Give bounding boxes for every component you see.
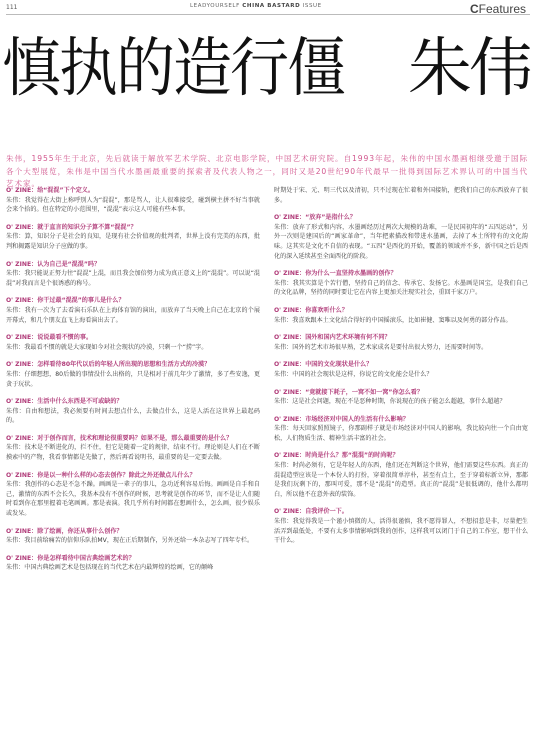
qa-block — [6, 223, 260, 252]
question: O' ZINE：除了绘画，你还从事什么创作？ — [6, 527, 123, 535]
header-rule — [6, 14, 530, 15]
answer: 朱伟：国外的艺术市场很早熟，艺术家成名是要付出很大努力，还需要时间等。 — [274, 343, 488, 351]
qa-block — [6, 434, 260, 463]
question: O' ZINE：你喜欢听什么？ — [274, 306, 348, 314]
answer: 朱伟：技术是不断进化的，拦不住，但它是随着一定的规律，结束不行。理论则是人们在不断摸索中的产物，我看事情都是先做了，然后再看说明书，最重要的是一定要去做。 — [6, 444, 260, 462]
qa-block — [274, 388, 528, 407]
qa-block — [6, 397, 260, 426]
answer: 朱伟：我创作的心态是不急不躁。画画是一辈子的事儿，急功近利容易后悔。画画是自手和自己，激情的东西不会长久，我基本没有不创作的时候，思考就是创作的环节，而不是让人们随时看到你在那里握着毛笔画画。那是表演。我几乎所有时间都在想画什么，怎么画，很少娱乐或发呆。 — [6, 481, 260, 518]
qa-block — [6, 260, 260, 289]
answer: 朱伟：算，知识分子是社会的良知，是现有社会价值观的批判者，世界上没有完美的东西，批判和揭露是知识分子应做的事。 — [6, 233, 260, 250]
question: O' ZINE：中国的文化现状是什么？ — [274, 361, 373, 369]
question: O' ZINE：你干过最“混混”的事儿是什么？ — [6, 297, 125, 305]
page-number: 111 — [6, 4, 18, 11]
magazine-prefix: LEADYOURSELF — [190, 3, 240, 9]
qa-block — [6, 333, 260, 352]
answer: 朱伟：中国古典绘画艺术是包括现在的当代艺术在内最辉煌的绘画，它的颠峰 — [6, 564, 214, 572]
answer: 朱伟：我觉得我是一个谨小慎微的人，活得很谨慎，我不愿得罪人，不想招惹是非，尽量把生活弄到最低处，不要有太多事情影响到我的创作，这样我可以闭门于自己的工作室，想干什么干什么。 — [274, 518, 528, 545]
magazine-header — [190, 3, 322, 9]
qa-block — [274, 333, 528, 352]
qa-block — [274, 360, 528, 379]
question: O' ZINE：给“混混”下个定义。 — [6, 187, 94, 194]
right-column — [274, 186, 528, 554]
answer: 朱伟：中国的社会现状是这样，你说它的文化能会是什么？ — [274, 370, 433, 378]
question: O' ZINE：你是怎样看待中国古典绘画艺术的？ — [6, 554, 135, 562]
left-column — [6, 186, 260, 581]
qa-block — [274, 451, 528, 499]
qa-block — [274, 415, 528, 444]
answer: 朱伟：这是社会问题，现在不是恶种时期，你说现在的孩子能怎么超越，事什么超越？ — [274, 398, 506, 406]
qa-block — [274, 269, 528, 298]
headline-name: 朱伟 — [408, 32, 530, 106]
question: O' ZINE：自我评价一下。 — [274, 508, 348, 516]
headline — [2, 30, 532, 108]
question: O' ZINE：认为自己是“混混”吗？ — [6, 260, 101, 268]
qa-block — [6, 186, 260, 215]
question: O' ZINE：你是以一种什么样的心态去创作？除此之外还做点儿什么？ — [6, 471, 196, 479]
qa-block — [274, 186, 528, 205]
question: O' ZINE：“竟就接下耗子，一窝不如一窝”你怎么看？ — [274, 388, 423, 396]
answer: 朱伟：我最看不惯的就是大家现如今对社会现状的冷漠，只剩一个“捞”字。 — [6, 343, 208, 351]
question: O' ZINE：你为什么一直坚持水墨画的创作？ — [274, 270, 397, 278]
question: O' ZINE：说说最看不惯的事。 — [6, 334, 93, 342]
question: O' ZINE：时尚是什么？那“混混”的时尚呢？ — [274, 452, 399, 460]
magazine-name: CHINA BASTARD — [242, 3, 301, 9]
question: O' ZINE：“放弃”是指什么？ — [274, 214, 356, 222]
question: O' ZINE：怎样看待80年代以后的年轻人所出现的思想和生活方式的冷漠？ — [6, 361, 211, 369]
qa-block — [6, 296, 260, 325]
answer: 朱伟：我只能说正努力往“混混”上混，而且我会加倍努力成为真正意义上的“混混”。可以说“混混”对我而言是个很诱惑的称号。 — [6, 270, 260, 287]
question: O' ZINE：就于直言的知识分子算不算“混混”？ — [6, 223, 137, 231]
qa-block — [274, 306, 528, 325]
answer: 朱伟：放弃了形式和内容，水墨画经历过两次大规模的劫难，一是民国初年的“五四运动”，另外一次则是建国后的“画家革命”，当年把素描改和带进水墨画，去掉了本土所特有的文化韵味。这其实是文化不自信的表现。“五四”是西化的开始，覆盖的领域并不多，新中国之后是西化的深入延续甚至全面西化的阶段。 — [274, 223, 528, 260]
interview-columns — [6, 186, 530, 744]
intro-paragraph: 朱伟，1955年生于北京，先后就读于解放军艺术学院、北京电影学院，中国艺术研究院。自1993年起，朱伟的中国水墨画相继受邀于国际各个大型展览，朱伟是中国当代水墨画最重要的探索者及代表人物之一，同时又是20世纪90年代最早一批得到国际艺术界认可的中国当代艺术家。 — [6, 154, 528, 189]
answer: 时期处于宋、元、明三代以及清初，只不过现在忙着和外国接轨，把我们自己的东西放弃了很多。 — [274, 187, 528, 204]
section-initial: C — [469, 2, 479, 16]
question: O' ZINE：市场经济对中国人的生活有什么影响？ — [274, 415, 409, 423]
qa-block — [6, 527, 260, 546]
answer: 朱伟：时尚必须有，它是年轻人的东西，他们还在判断这个世界，他们需要这些东西。真正的混混造型应该是一个本份人的打扮，穿着很简单淳朴，甚至有点土，至于穿着标新立异，那都是我们玩剩下的，那叫可爱，那不是“混混”的造型。真正的“混混”是很低调的，他什么都明白，所以他不在意外表的装饰。 — [274, 462, 528, 498]
answer: 朱伟：每天回家照照镜子，你那副样子就是市场经济对中国人的影响，我比较向往一个自由宽松，人们物质生活、精神生活丰富的社会。 — [274, 425, 528, 442]
answer: 朱伟：我有一次为了去看演石乐队在上海体育馆的演出，而放弃了当天晚上自己在北京的个展开幕式，和几个朋友直飞上海看演出去了。 — [6, 306, 260, 324]
answer: 朱伟：我觉得在大街上称呼别人为“混混”，那是骂人，让人很难接受，碰到横主拼不好当事就会来个拾的。但在特定的小范围里，“混混”表示这人可能有些本事。 — [6, 196, 260, 214]
answer: 朱伟：自由和想法，我必须要有时间去想点什么，去做点什么，这是人活在这世界上最起码的。 — [6, 407, 260, 425]
answer: 朱伟：我其实算是个苦行僧，坚持自己的信念、传承它、发扬它。水墨画是国宝，是我们自己的文化品牌，坚持的同时要让它在内容上更加关注现实社会，重回千家万户。 — [274, 279, 528, 297]
answer: 朱伟：仔细想想，80后做的事情没什么出格的，只是相对于前几年少了激情，多了些安逸，更贪于玩状。 — [6, 370, 260, 388]
answer: 朱伟：我喜欢跟本土文化结合得好的中国摇滚乐，比如崔健、窦唯以及何勇的部分作品。 — [274, 316, 512, 324]
question: O' ZINE：国外和国内艺术环境有何不同？ — [274, 334, 391, 342]
headline-title: 慎执的造行僵 — [2, 32, 345, 106]
question: O' ZINE：对于创作而言，技术和理论很重要吗？如果不是，那么最重要的是什么？ — [6, 434, 233, 442]
question: O' ZINE：生活中什么东西是不可或缺的？ — [6, 398, 123, 406]
qa-block — [6, 554, 260, 573]
answer: 朱伟：我目前给痛苦的信仰乐队拍MV，现在正后期制作，另外还给一本杂志写了四年专栏。 — [6, 537, 254, 545]
qa-block — [6, 471, 260, 519]
qa-block — [6, 360, 260, 389]
qa-block — [274, 507, 528, 545]
magazine-issue: ISSUE — [302, 3, 322, 9]
section-name: Features — [478, 2, 526, 16]
qa-block — [274, 213, 528, 261]
